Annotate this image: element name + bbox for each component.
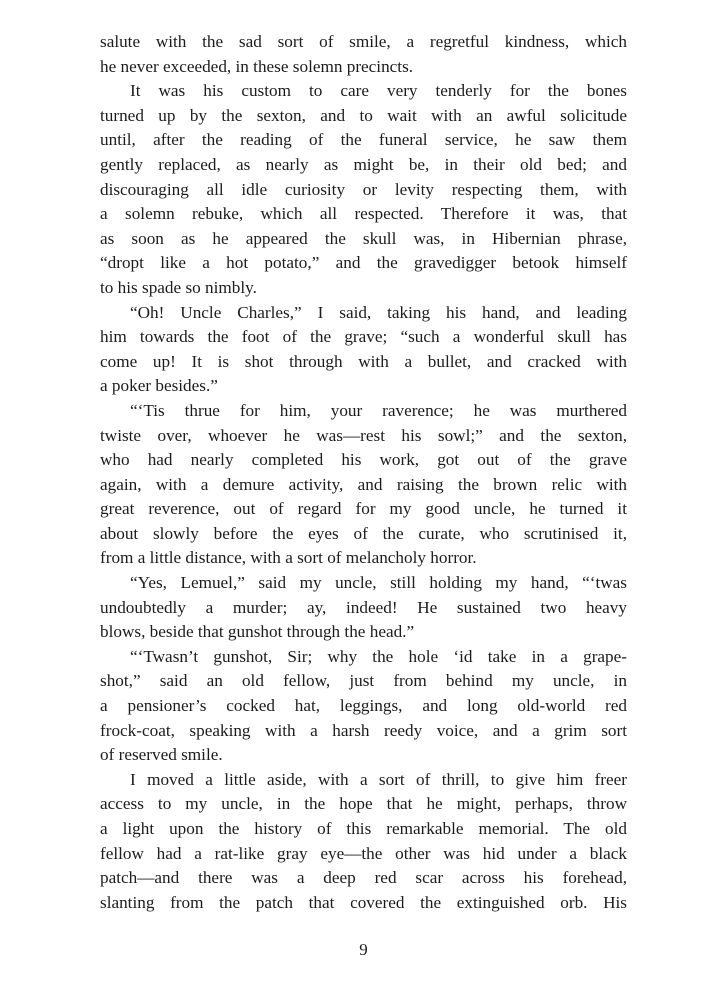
text-line: from a little distance, with a sort of melancholy horror. bbox=[100, 548, 477, 568]
text-line: of reserved smile. bbox=[100, 745, 223, 765]
paragraph-first-line: I moved a little aside, with a sort of thrill, to give him freer bbox=[130, 769, 627, 789]
book-page bbox=[100, 30, 627, 970]
text-line: him towards the foot of the grave; “such a wonderful skull has bbox=[100, 327, 627, 347]
text-line: blows, beside that gunshot through the head.” bbox=[100, 622, 415, 642]
text-line: twiste over, whoever he was—rest his sowl;” and the sexton, bbox=[100, 425, 627, 445]
text-line: a poker besides.” bbox=[100, 376, 218, 396]
text-line: again, with a demure activity, and raising the brown relic with bbox=[100, 474, 627, 494]
text-line: discouraging all idle curiosity or levity respecting them, with bbox=[100, 179, 627, 199]
text-line: fellow had a rat-like gray eye—the other was hid under a black bbox=[100, 843, 627, 863]
text-line: frock-coat, speaking with a harsh reedy voice, and a grim sort bbox=[100, 720, 627, 740]
text-line: shot,” said an old fellow, just from behind my uncle, in bbox=[100, 671, 627, 691]
body-text bbox=[100, 30, 627, 915]
text-line: salute with the sad sort of smile, a regretful kindness, which bbox=[100, 32, 627, 51]
text-line: about slowly before the eyes of the curate, who scrutinised it, bbox=[100, 523, 627, 543]
text-line: as soon as he appeared the skull was, in Hibernian phrase, bbox=[100, 228, 627, 248]
text-line: a solemn rebuke, which all respected. Therefore it was, that bbox=[100, 204, 627, 224]
text-line: a pensioner’s cocked hat, leggings, and long old-world red bbox=[100, 696, 627, 716]
text-line: undoubtedly a murder; ay, indeed! He sustained two heavy bbox=[100, 597, 627, 617]
text-line: gently replaced, as nearly as might be, in their old bed; and bbox=[100, 154, 627, 174]
text-line: slanting from the patch that covered the extinguished orb. His bbox=[100, 892, 627, 912]
text-line: come up! It is shot through with a bullet, and cracked with bbox=[100, 351, 627, 371]
page-number: 9 bbox=[359, 940, 368, 959]
text-line: who had nearly completed his work, got out of the grave bbox=[100, 450, 627, 470]
text-line: to his spade so nimbly. bbox=[100, 277, 257, 297]
text-line: “dropt like a hot potato,” and the gravedigger betook himself bbox=[100, 253, 627, 273]
text-line: until, after the reading of the funeral service, he saw them bbox=[100, 130, 627, 150]
paragraph-first-line: It was his custom to care very tenderly for the bones bbox=[130, 81, 627, 101]
text-line: a light upon the history of this remarkable memorial. The old bbox=[100, 819, 627, 838]
text-line: great reverence, out of regard for my good uncle, he turned it bbox=[100, 499, 627, 519]
paragraph-first-line: “‘Tis thrue for him, your raverence; he was murthered bbox=[130, 400, 627, 420]
text-line: turned up by the sexton, and to wait with an awful solicitude bbox=[100, 105, 627, 125]
text-line: he never exceeded, in these solemn precincts. bbox=[100, 56, 414, 76]
text-line: access to my uncle, in the hope that he might, perhaps, throw bbox=[100, 794, 627, 814]
paragraph-first-line: “‘Twasn’t gunshot, Sir; why the hole ‘id take in a grape- bbox=[130, 646, 627, 666]
paragraph-first-line: “Oh! Uncle Charles,” I said, taking his hand, and leading bbox=[130, 302, 627, 322]
text-line: patch—and there was a deep red scar across his forehead, bbox=[100, 868, 627, 888]
paragraph-first-line: “Yes, Lemuel,” said my uncle, still holding my hand, “‘twas bbox=[130, 573, 627, 593]
